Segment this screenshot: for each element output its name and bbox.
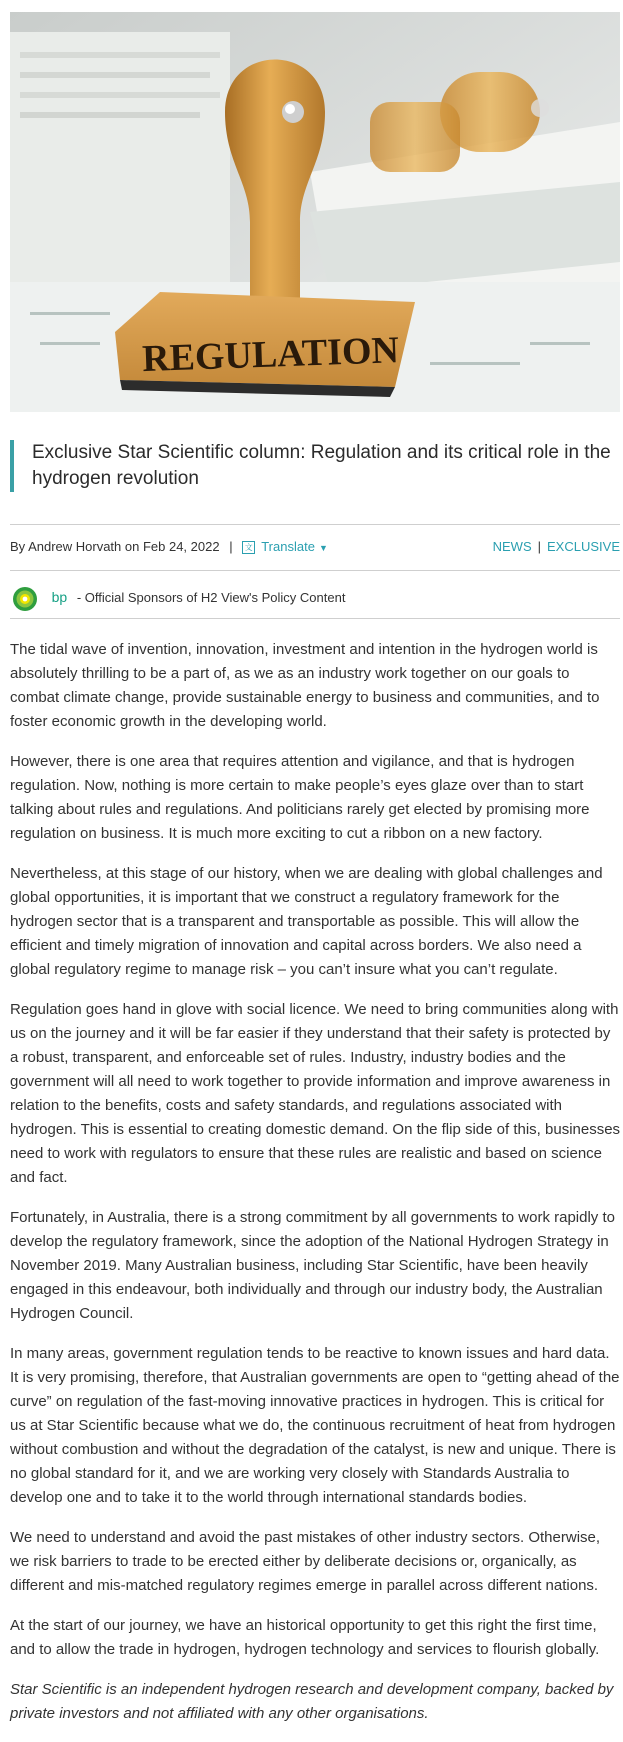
article-paragraph: The tidal wave of invention, innovation, investment and intention in the hydrogen world is absolutely thrilling to be a part of, as we as an industry work together on our goals to combat climate change, provide sustainable energy to business and communities, and to foster economic growth in the developing world. bbox=[10, 641, 600, 730]
tag-list bbox=[493, 537, 620, 557]
stamp-text: REGULATION bbox=[141, 329, 400, 381]
article-paragraph: We need to understand and avoid the past mistakes of other industry sectors. Otherwise, we risk barriers to trade to be erected either by deliberate decisions or, organically, as different and mis-matched regulatory regimes emerge in parallel across different nations. bbox=[10, 1529, 601, 1594]
translate-icon: 文 bbox=[242, 541, 255, 554]
divider bbox=[10, 524, 620, 525]
sponsor-text: - Official Sponsors of H2 View's Policy Content bbox=[76, 590, 346, 605]
hero-image bbox=[10, 12, 620, 412]
article-body bbox=[10, 638, 622, 1742]
bp-helios-logo-icon[interactable] bbox=[12, 586, 38, 612]
tag-news-link[interactable]: NEWS bbox=[492, 539, 532, 554]
headline-block bbox=[10, 440, 623, 492]
sponsor-brand[interactable]: bp bbox=[51, 589, 68, 605]
translate-label: Translate bbox=[261, 539, 315, 554]
translate-button[interactable] bbox=[242, 539, 328, 554]
byline-row bbox=[10, 537, 620, 557]
byline-author-date: By Andrew Horvath on Feb 24, 2022 bbox=[10, 539, 220, 554]
byline-separator: | bbox=[229, 539, 233, 554]
chevron-down-icon: ▼ bbox=[318, 543, 328, 553]
article-paragraph: Regulation goes hand in glove with social licence. We need to bring communities along with us on the journey and it will be far easier if they understand that their safety is protected by a robust, transparent, and enforceable set of rules. Industry, industry bodies and the government will all need to work together to provide information and improve awareness in relation to the benefits, costs and safety standards, and regulations associated with hydrogen. This is essential to creating domestic demand. On the flip side of this, businesses need to work with regulators to ensure that these rules are realistic and based on science and fact. bbox=[10, 1001, 621, 1186]
article-paragraph: However, there is one area that requires attention and vigilance, and that is hydrogen regulation. Now, nothing is more certain to make people’s eyes glaze over than to start talking about rules and regulations. And politicians rarely get elected by promising more regulation on business. It is much more exciting to cut a ribbon on a new factory. bbox=[10, 753, 590, 842]
sponsor-row bbox=[12, 582, 612, 612]
article-paragraph: In many areas, government regulation tends to be reactive to known issues and hard data. It is very promising, therefore, that Australian governments are open to “getting ahead of the curve” on regulation of the fast-moving innovative practices in hydrogen. This is critical for us at Star Scientific because what we do, the continuous recruitment of heat from hydrogen without combustion and without the degradation of the catalyst, is new and unique. There is no global standard for it, and we are working very closely with Standards Australia to develop one and to take it to the world through international standards bodies. bbox=[10, 1345, 620, 1506]
closing-note: Star Scientific is an independent hydrogen research and development company, backed by private investors and not affiliated with any other organisations. bbox=[10, 1681, 614, 1722]
article-paragraph: At the start of our journey, we have an historical opportunity to get this right the first time, and to allow the trade in hydrogen, hydrogen technology and services to flourish globally. bbox=[10, 1617, 600, 1658]
divider bbox=[10, 618, 620, 619]
tag-separator: | bbox=[537, 539, 542, 554]
article-paragraph: Fortunately, in Australia, there is a strong commitment by all governments to work rapidly to develop the regulatory framework, since the adoption of the National Hydrogen Strategy in November 2019. Many Australian business, including Star Scientific, have been heavily engaged in this endeavour, both individually and through our industry body, the Australian Hydrogen Council. bbox=[10, 1209, 615, 1322]
article-paragraph: Nevertheless, at this stage of our history, when we are dealing with global challenges and global opportunities, it is important that we construct a regulatory framework for the hydrogen sector that is a transparent and transportable as possible. This will allow the efficient and timely migration of innovation and capital across borders. We also need a global regulatory regime to manage risk – you can’t insure what you can’t regulate. bbox=[10, 865, 603, 978]
tag-exclusive-link[interactable]: EXCLUSIVE bbox=[547, 539, 620, 554]
page-title: Exclusive Star Scientific column: Regulation and its critical role in the hydrogen revolution bbox=[32, 442, 611, 489]
divider bbox=[10, 570, 620, 571]
